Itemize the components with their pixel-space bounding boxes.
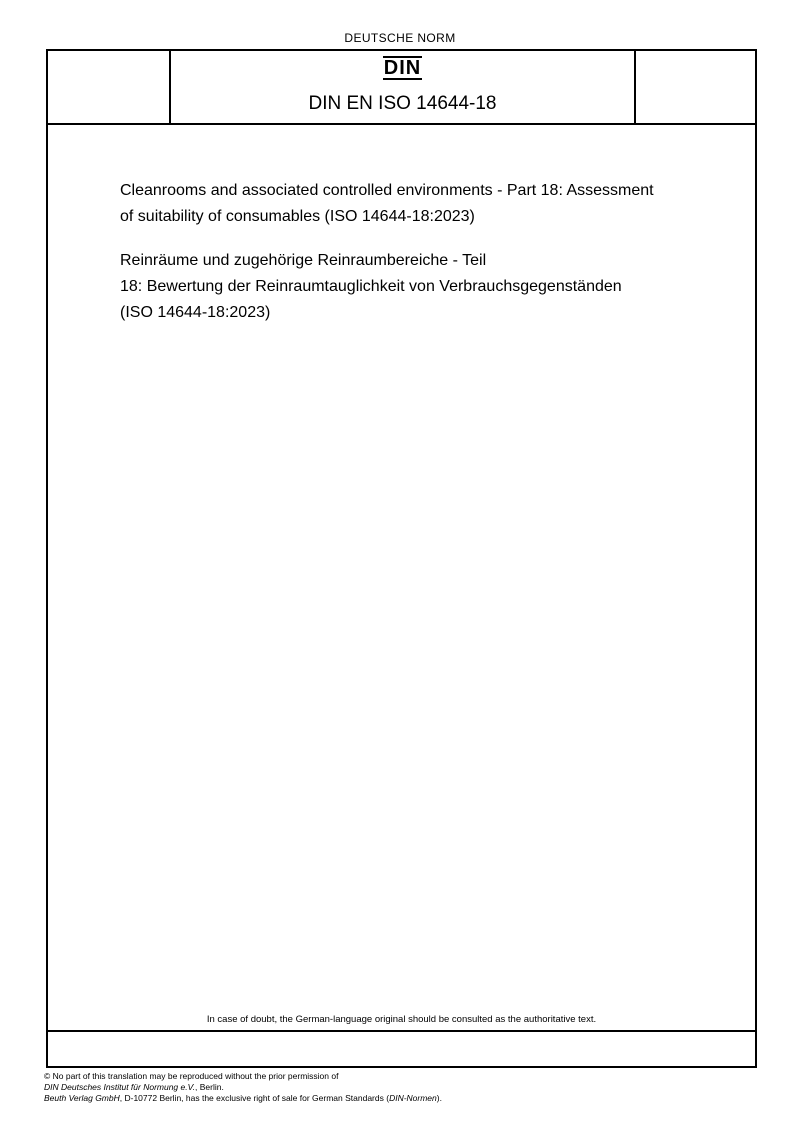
din-normen-term: DIN-Normen [389,1093,437,1103]
copyright-notice [44,1071,764,1104]
copyright-line-3 [44,1093,764,1104]
copyright-line-3-end: ). [436,1093,442,1103]
copyright-line-1: © No part of this translation may be reproduced without the prior permission of [44,1071,339,1081]
din-institute-name: DIN Deutsches Institut für Normung e.V. [44,1082,196,1092]
copyright-line-2 [44,1082,764,1093]
titles-block [120,178,730,326]
title-english: Cleanrooms and associated controlled environments - Part 18: Assessment of suitability of consumables (ISO 14644-18:2023) [120,182,654,225]
page-frame [46,49,757,1068]
header-row [48,51,755,125]
din-logo [171,56,634,80]
din-logo-text: DIN [383,57,422,79]
publisher-name: Beuth Verlag GmbH [44,1093,120,1103]
copyright-line-3-mid: , D-10772 Berlin, has the exclusive right of sale for German Standards ( [119,1093,390,1103]
document-number: DIN EN ISO 14644-18 [308,93,497,114]
header-center-cell [169,51,636,123]
footer-row [48,1030,755,1066]
top-label: DEUTSCHE NORM [344,31,456,45]
copyright-line-2-rest: , Berlin. [195,1082,224,1092]
title-german: Reinräume und zugehörige Reinraumbereiche - Teil 18: Bewertung der Reinraumtauglichkeit von Verbrauchsgegenständen (ISO 14644-18:2023) [120,252,622,321]
authoritative-text-note: In case of doubt, the German-language original should be consulted as the authoritative text. [206,1014,597,1025]
